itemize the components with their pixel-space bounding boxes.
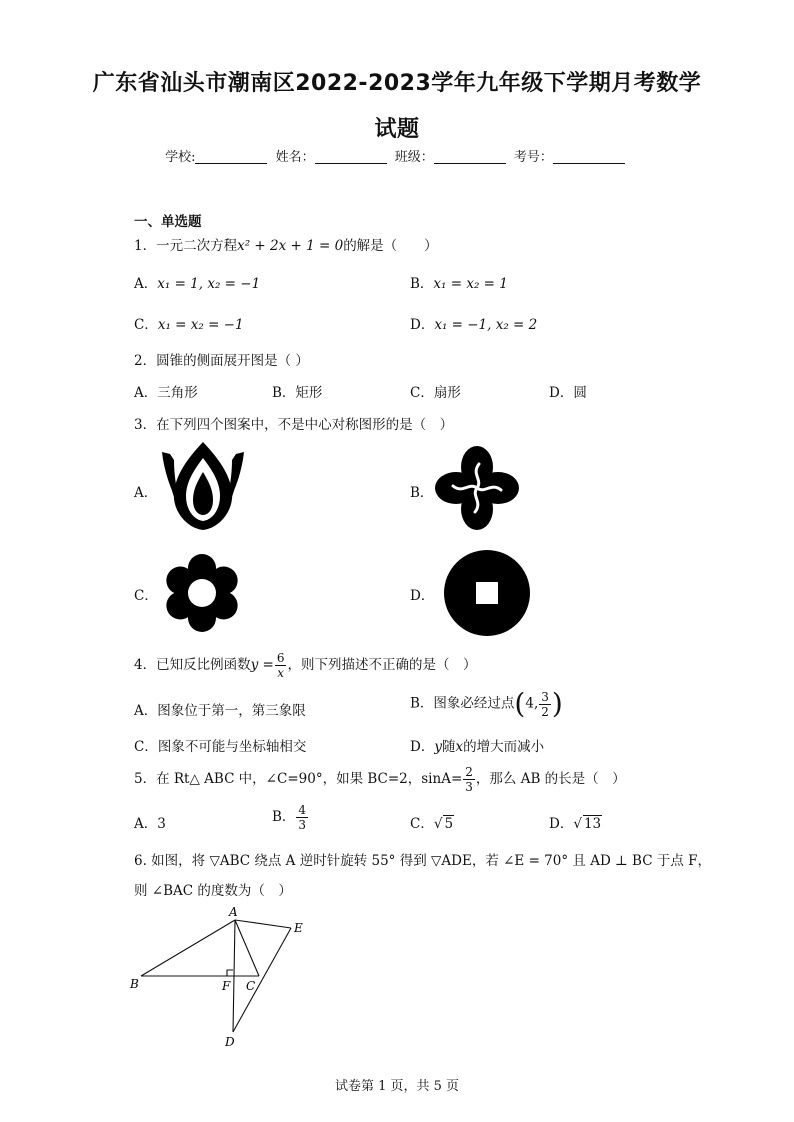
- segment-ae: [235, 920, 291, 928]
- q2-option-c: C．扇形: [410, 385, 461, 401]
- point-e-label: E: [294, 921, 303, 935]
- q5-option-b: B． $\frac{4}{3}$: [272, 803, 307, 832]
- q4-fraction: $\frac{6}{x}$: [276, 651, 285, 680]
- name-label: 姓名：: [275, 150, 315, 165]
- q1-suffix: 的解是（ ）: [343, 238, 438, 254]
- point-b-label: B: [130, 977, 139, 991]
- school-blank: [195, 149, 267, 164]
- question-5-stem: 5．在 Rt△ ABC 中，∠C=90°，如果 BC=2，sinA= $\frac{2}{3}$ ，那么 AB 的长是（ ）: [134, 765, 626, 794]
- q3-figure-coin-icon: [442, 548, 532, 638]
- exam-title-line2: 试题: [374, 117, 420, 142]
- exam-title-line1: 广东省汕头市潮南区2022-2023学年九年级下学期月考数学: [92, 71, 702, 96]
- q3-figure-flame-icon: [160, 440, 246, 532]
- point-c-label: C: [246, 979, 256, 993]
- q2-option-a: A．三角形: [134, 385, 198, 401]
- q6-rotation-diagram: [126, 902, 316, 1052]
- q5-option-c: C．√ 5: [410, 816, 454, 832]
- q3-label-a: A．: [134, 485, 158, 501]
- q3-label-d: D．: [410, 588, 435, 604]
- question-1-stem: [134, 234, 438, 254]
- q1-option-a: A．x₁ = 1, x₂ = −1: [134, 276, 261, 292]
- class-label: 班级：: [394, 150, 434, 165]
- question-6-line1: 6. 如图，将 ▽ABC 绕点 A 逆时针旋转 55° 得到 ▽ADE，若 ∠E = 70° 且 AD ⊥ BC 于点 F，: [134, 853, 711, 869]
- section-single-choice: 一、单选题: [134, 214, 202, 230]
- q2-option-d: D．圆: [549, 385, 587, 401]
- exam-no-label: 考号：: [513, 150, 553, 165]
- q2-option-b: B．矩形: [272, 385, 323, 401]
- q1-option-c: C．x₁ = x₂ = −1: [134, 317, 244, 333]
- q1-option-b: B．x₁ = x₂ = 1: [410, 276, 508, 292]
- q1-equation: x² + 2x + 1 = 0: [237, 238, 344, 254]
- question-6-line2: 则 ∠BAC 的度数为（ ）: [134, 883, 292, 899]
- name-blank: [315, 149, 387, 164]
- q1-option-d: D．x₁ = −1, x₂ = 2: [410, 317, 538, 333]
- q4-option-a: A．图象位于第一，第三象限: [134, 703, 306, 719]
- segment-ac: [235, 920, 259, 976]
- q4-option-c: C．图象不可能与坐标轴相交: [134, 739, 307, 755]
- q5-option-d: D．√ 13: [549, 816, 602, 832]
- school-label: 学校:: [165, 150, 196, 165]
- q3-label-c: C．: [134, 588, 158, 604]
- question-3-stem: 3．在下列四个图案中，不是中心对称图形的是（ ）: [134, 417, 454, 433]
- q3-figure-four-petal-icon: [434, 445, 520, 531]
- q4-option-b: B．图象必经过点(4, $\frac{3}{2}$ ): [410, 687, 563, 720]
- point-f-label: F: [222, 979, 231, 993]
- question-4-stem: 4．已知反比例函数y = $\frac{6}{x}$ ，则下列描述不正确的是（ ）: [134, 651, 477, 680]
- segment-ab: [141, 920, 235, 976]
- q4-y-equals: y =: [250, 657, 274, 673]
- q1-prefix: 1．一元二次方程: [134, 238, 238, 254]
- q3-figure-six-petal-icon: [162, 553, 242, 633]
- right-angle-mark: [227, 970, 233, 976]
- q4-option-d: D．y随x的增大而减小: [410, 739, 545, 755]
- class-blank: [434, 149, 506, 164]
- question-2-stem: 2．圆锥的侧面展开图是（ ）: [134, 353, 309, 369]
- q3-label-b: B．: [410, 485, 434, 501]
- student-info-row: [0, 146, 794, 165]
- point-a-label: A: [229, 905, 238, 919]
- q5-option-a: A．3: [134, 816, 166, 832]
- segment-de: [233, 928, 291, 1032]
- exam-no-blank: [553, 149, 625, 164]
- page-footer: 试卷第 1 页，共 5 页: [334, 1079, 460, 1094]
- point-d-label: D: [225, 1035, 235, 1049]
